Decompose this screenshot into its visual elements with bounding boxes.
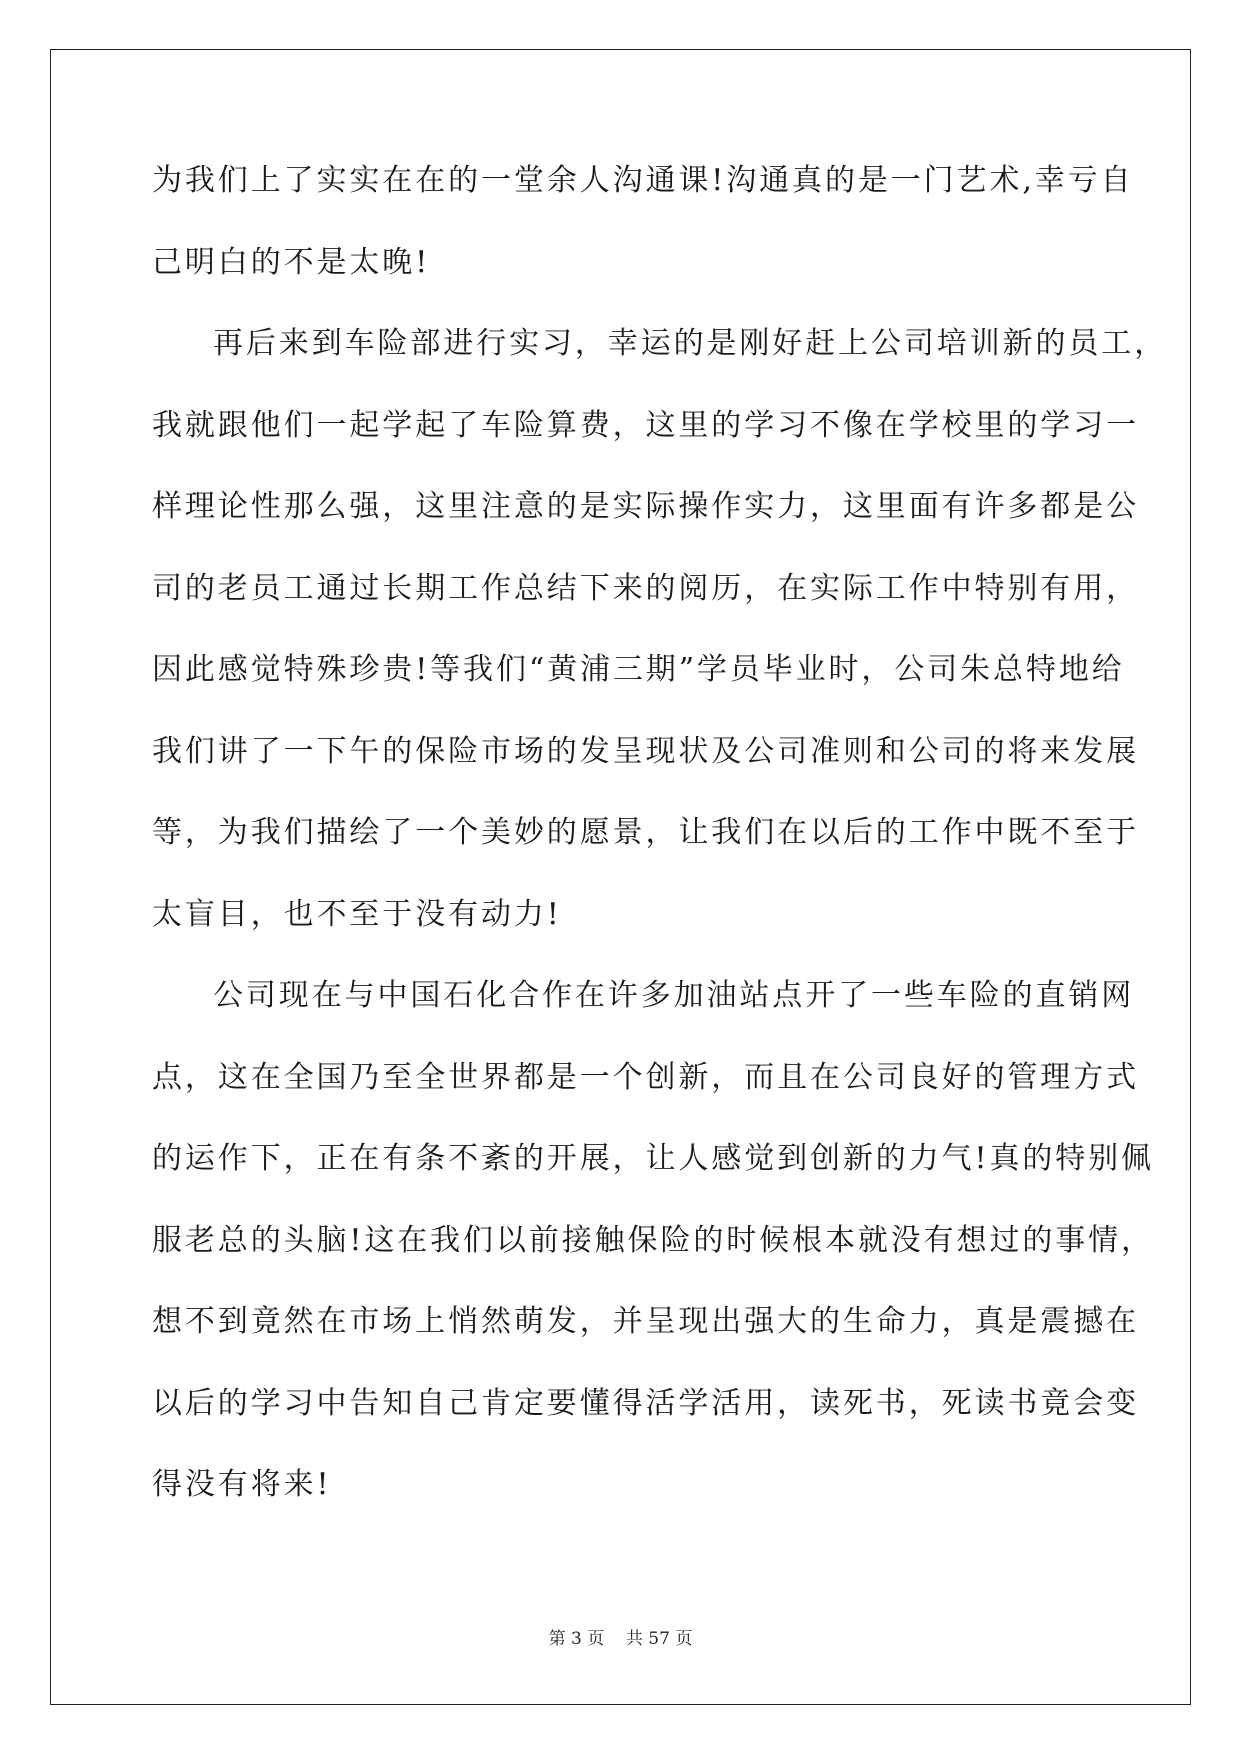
text-line: 司的老员工通过长期工作总结下来的阅历，在实际工作中特别有用，	[152, 570, 1139, 606]
text-line: 因此感觉特殊珍贵!等我们“黄浦三期”学员毕业时，公司朱总特地给	[152, 652, 1125, 687]
page-number-footer: 第 3 页 共 57 页	[548, 1629, 693, 1649]
text-line: 样理论性那么强，这里注意的是实际操作实力，这里面有许多都是公	[152, 489, 1139, 524]
text-line: 再后来到车险部进行实习，幸运的是刚好赶上公司培训新的员工，	[213, 326, 1168, 361]
text-line: 为我们上了实实在在的一堂余人沟通课!沟通真的是一门艺术,幸亏自	[152, 163, 1134, 198]
text-line: 得没有将来!	[152, 1467, 332, 1502]
text-line: 己明白的不是太晚!	[152, 244, 431, 280]
text-line: 我们讲了一下午的保险市场的发呈现状及公司准则和公司的将来发展	[152, 733, 1139, 769]
text-line: 服老总的头脑!这在我们以前接触保险的时候根本就没有想过的事情，	[152, 1222, 1154, 1258]
text-line: 太盲目，也不至于没有动力!	[152, 896, 562, 932]
text-line: 公司现在与中国石化合作在许多加油站点开了一些车险的直销网	[213, 978, 1135, 1013]
text-line: 的运作下，正在有条不紊的开展，让人感觉到创新的力气!真的特别佩	[152, 1141, 1154, 1176]
text-line: 以后的学习中告知自己肯定要懂得活学活用，读死书，死读书竟会变	[152, 1385, 1139, 1421]
document-body	[152, 160, 1168, 1546]
text-line: 想不到竟然在市场上悄然萌发，并呈现出强大的生命力，真是震撼在	[152, 1304, 1139, 1339]
text-line: 点，这在全国乃至全世界都是一个创新，而且在公司良好的管理方式	[152, 1059, 1139, 1095]
text-line: 等，为我们描绘了一个美妙的愿景，让我们在以后的工作中既不至于	[152, 815, 1139, 850]
text-line: 我就跟他们一起学起了车险算费，这里的学习不像在学校里的学习一	[152, 407, 1139, 443]
